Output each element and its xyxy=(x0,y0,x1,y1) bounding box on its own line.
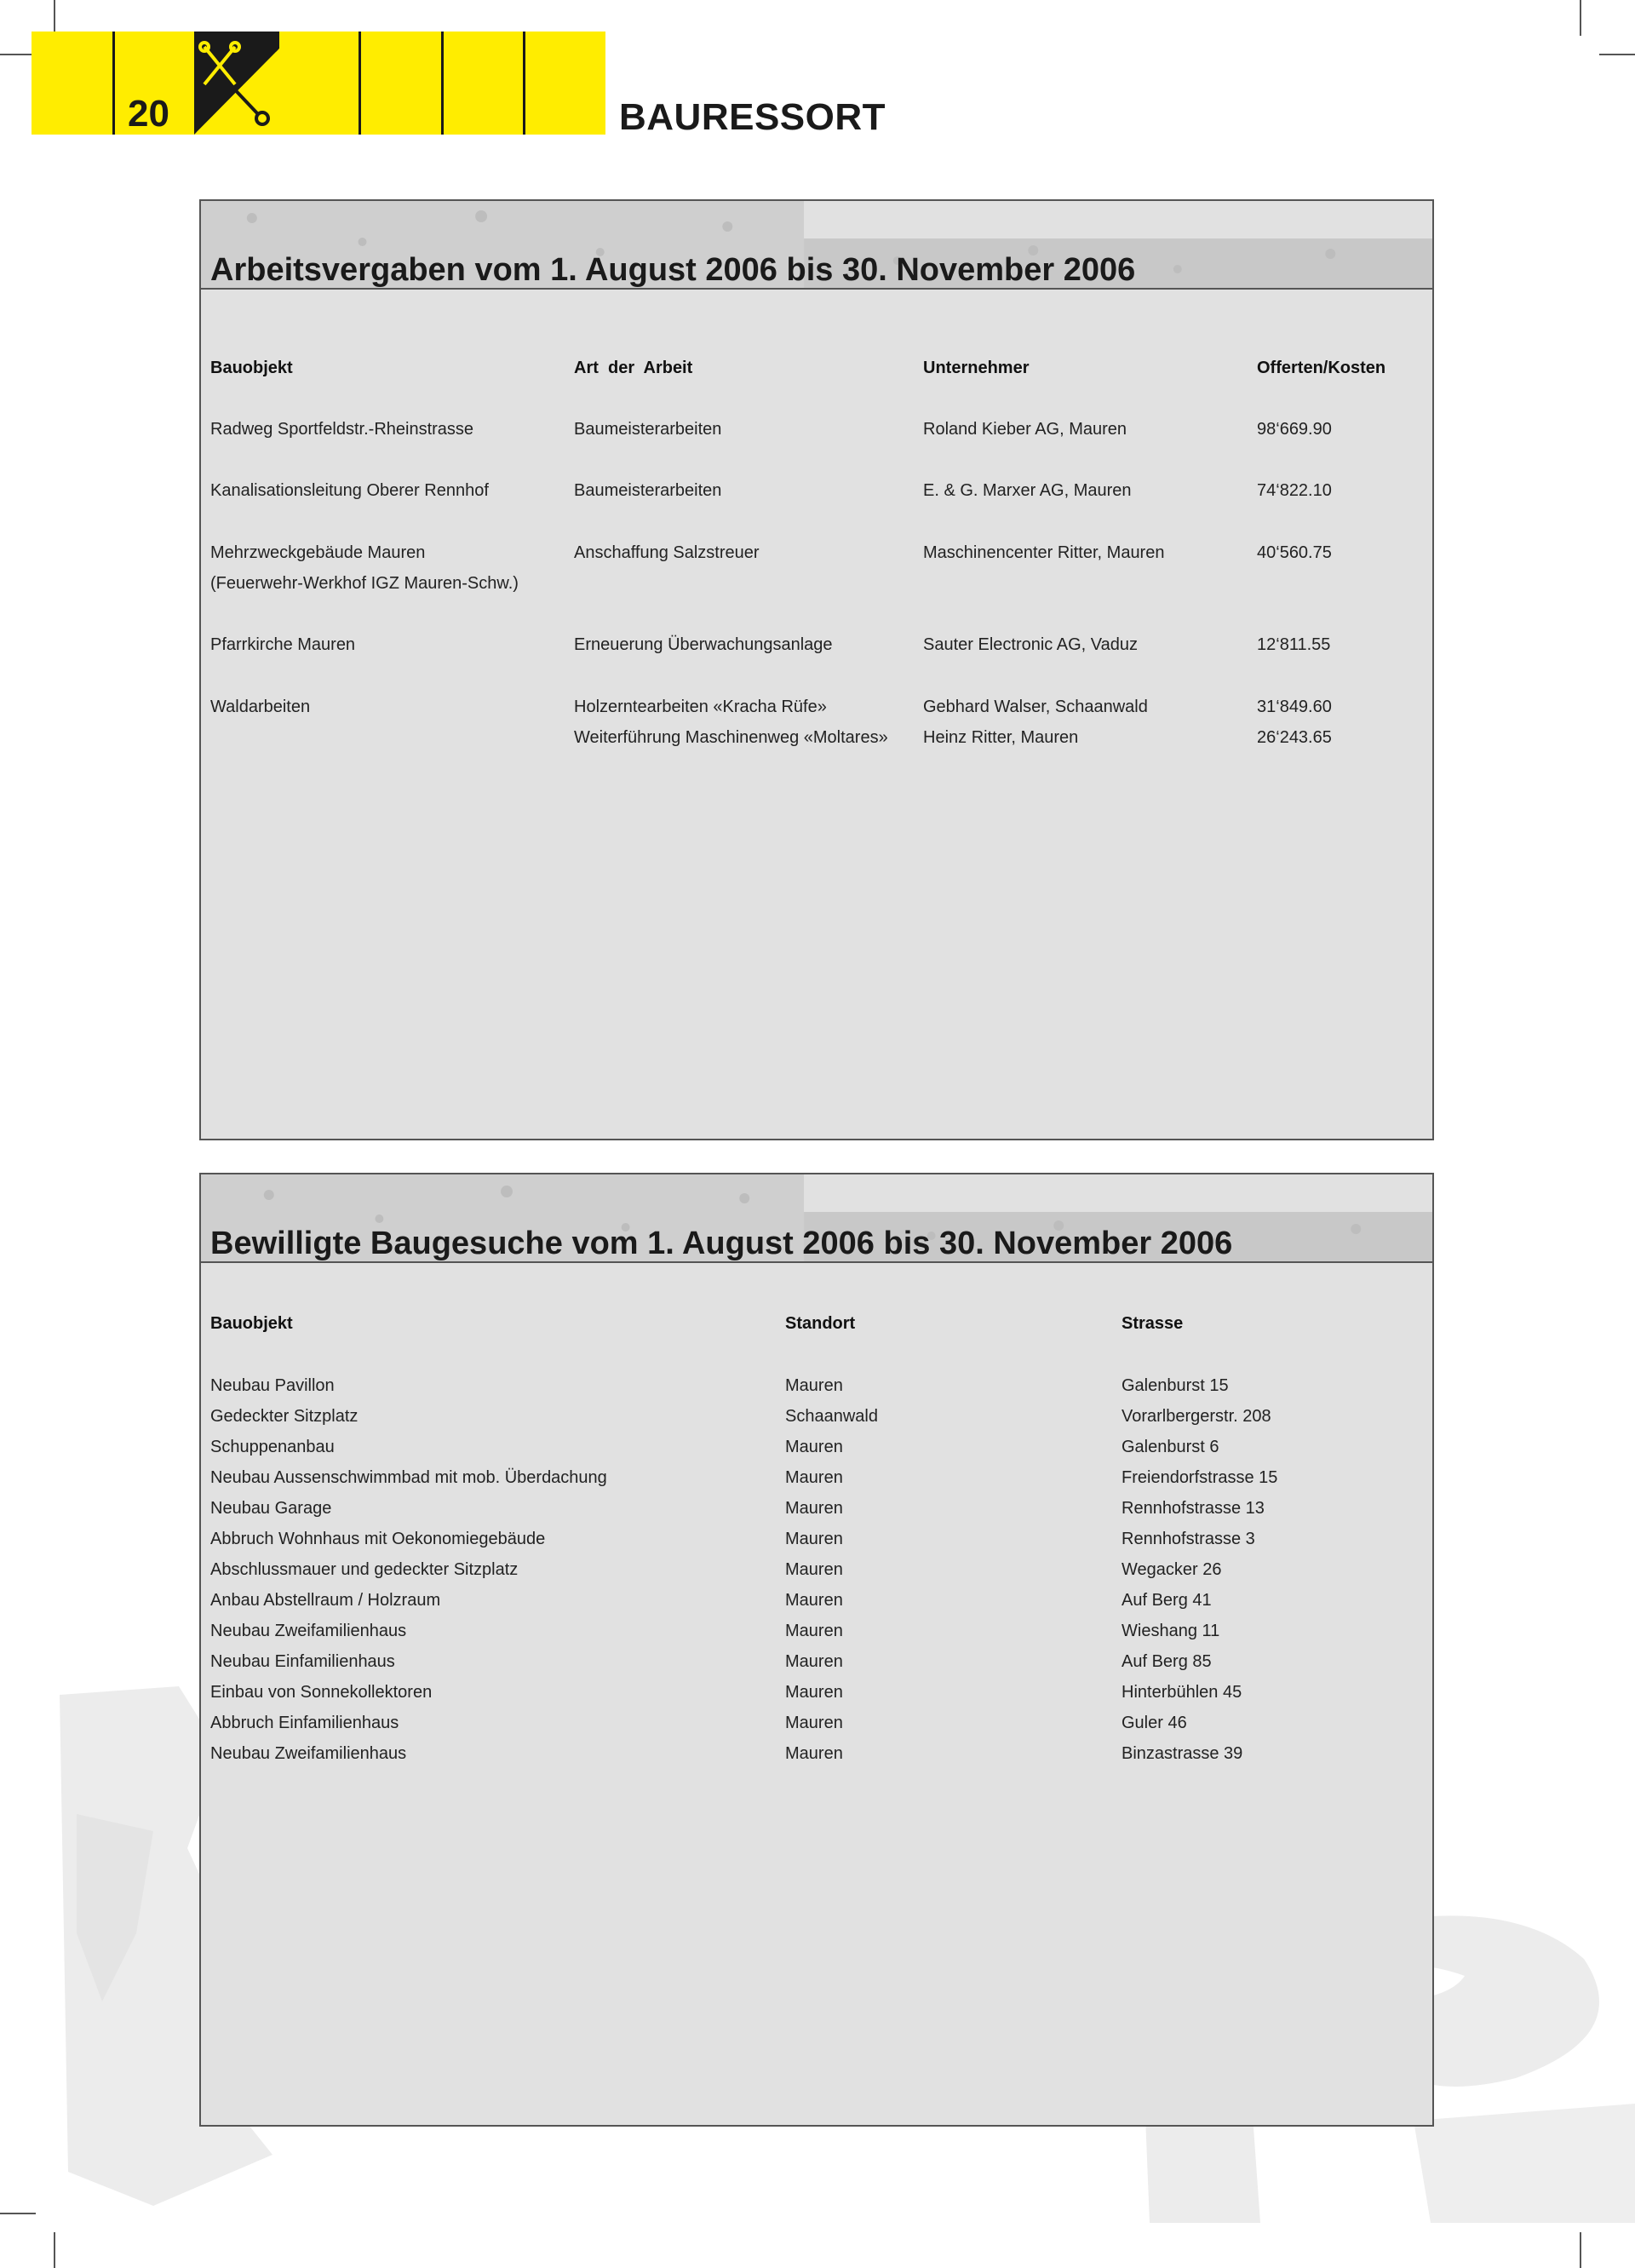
column-header-art-der-arbeit: Art der Arbeit xyxy=(574,359,693,377)
table-cell: 26‘243.65 xyxy=(1257,728,1332,747)
header-divider xyxy=(523,32,525,135)
crop-mark xyxy=(0,54,36,55)
table-cell: Gebhard Walser, Schaanwald xyxy=(923,698,1148,716)
table-cell: Roland Kieber AG, Mauren xyxy=(923,420,1127,439)
table-cell: Binzastrasse 39 xyxy=(1122,1744,1243,1763)
table-cell: Mauren xyxy=(785,1652,843,1671)
column-header-bauobjekt: Bauobjekt xyxy=(210,1314,293,1333)
table-cell: 12‘811.55 xyxy=(1257,635,1331,654)
column-header-offerten-kosten: Offerten/Kosten xyxy=(1257,359,1386,377)
table-cell: Heinz Ritter, Mauren xyxy=(923,728,1079,747)
table-cell: Abbruch Einfamilienhaus xyxy=(210,1714,399,1732)
table-cell: Mauren xyxy=(785,1468,843,1487)
table-cell: Rennhofstrasse 13 xyxy=(1122,1499,1265,1518)
table-cell: Erneuerung Überwachungsanlage xyxy=(574,635,833,654)
table-cell: Mauren xyxy=(785,1438,843,1456)
table-cell: Mauren xyxy=(785,1499,843,1518)
header-divider xyxy=(359,32,361,135)
column-header-unternehmer: Unternehmer xyxy=(923,359,1030,377)
table-cell: Hinterbühlen 45 xyxy=(1122,1683,1242,1702)
header-divider xyxy=(112,32,115,135)
table-cell: Gedeckter Sitzplatz xyxy=(210,1407,359,1426)
table-cell: Mauren xyxy=(785,1714,843,1732)
table-cell: Baumeisterarbeiten xyxy=(574,481,722,500)
table-cell: Mauren xyxy=(785,1560,843,1579)
table-cell: Abschlussmauer und gedeckter Sitzplatz xyxy=(210,1560,519,1579)
header-color-bar xyxy=(32,32,605,135)
table-cell: Rennhofstrasse 3 xyxy=(1122,1530,1255,1548)
table-cell: Holzerntearbeiten «Kracha Rüfe» xyxy=(574,698,827,716)
panel-title: Arbeitsvergaben vom 1. August 2006 bis 30. November 2006 xyxy=(210,252,1136,288)
panel-title: Bewilligte Baugesuche vom 1. August 2006 bis 30. November 2006 xyxy=(210,1226,1233,1261)
table-cell: Mehrzweckgebäude Mauren xyxy=(210,543,426,562)
panel-header xyxy=(201,1174,1432,1263)
table-cell: Neubau Garage xyxy=(210,1499,332,1518)
crop-mark xyxy=(54,0,55,36)
table-cell: Neubau Zweifamilienhaus xyxy=(210,1622,407,1640)
table-cell: Freiendorfstrasse 15 xyxy=(1122,1468,1278,1487)
table-cell: Abbruch Wohnhaus mit Oekonomiegebäude xyxy=(210,1530,546,1548)
table-cell: Auf Berg 85 xyxy=(1122,1652,1212,1671)
table-cell: Kanalisationsleitung Oberer Rennhof xyxy=(210,481,489,500)
table-cell: Einbau von Sonnekollektoren xyxy=(210,1683,433,1702)
table-cell: Radweg Sportfeldstr.-Rheinstrasse xyxy=(210,420,474,439)
panel-header xyxy=(201,201,1432,290)
table-cell: Anschaffung Salzstreuer xyxy=(574,543,760,562)
table-cell: Mauren xyxy=(785,1622,843,1640)
crop-mark xyxy=(1599,54,1635,55)
table-cell: Mauren xyxy=(785,1376,843,1395)
table-cell: 40‘560.75 xyxy=(1257,543,1332,562)
column-header-strasse: Strasse xyxy=(1122,1314,1184,1333)
table-cell: Pfarrkirche Mauren xyxy=(210,635,356,654)
crop-mark xyxy=(1580,2232,1581,2268)
table-cell: Waldarbeiten xyxy=(210,698,311,716)
table-cell: 98‘669.90 xyxy=(1257,420,1332,439)
table-cell: Neubau Pavillon xyxy=(210,1376,335,1395)
table-cell: Sauter Electronic AG, Vaduz xyxy=(923,635,1138,654)
table-cell: Mauren xyxy=(785,1744,843,1763)
table-cell: 74‘822.10 xyxy=(1257,481,1332,500)
crop-mark xyxy=(54,2232,55,2268)
table-cell: Auf Berg 41 xyxy=(1122,1591,1212,1610)
table-cell: Mauren xyxy=(785,1683,843,1702)
table-cell: Maschinencenter Ritter, Mauren xyxy=(923,543,1165,562)
table-cell: Guler 46 xyxy=(1122,1714,1187,1732)
column-header-bauobjekt: Bauobjekt xyxy=(210,359,293,377)
table-cell: 31‘849.60 xyxy=(1257,698,1332,716)
table-cell: E. & G. Marxer AG, Mauren xyxy=(923,481,1132,500)
table-cell: Baumeisterarbeiten xyxy=(574,420,722,439)
table-cell: Schaanwald xyxy=(785,1407,878,1426)
table-cell: Mauren xyxy=(785,1530,843,1548)
table-cell: Mauren xyxy=(785,1591,843,1610)
table-cell: Anbau Abstellraum / Holzraum xyxy=(210,1591,441,1610)
table-cell: Neubau Zweifamilienhaus xyxy=(210,1744,407,1763)
arbeitsvergaben-panel xyxy=(199,199,1434,1140)
section-title: BAURESSORT xyxy=(619,96,886,138)
coat-of-arms-icon xyxy=(194,32,279,135)
table-cell: Wegacker 26 xyxy=(1122,1560,1222,1579)
table-cell: Schuppenanbau xyxy=(210,1438,335,1456)
table-cell: Galenburst 6 xyxy=(1122,1438,1219,1456)
table-cell: Neubau Aussenschwimmbad mit mob. Überdachung xyxy=(210,1468,607,1487)
table-cell: Vorarlbergerstr. 208 xyxy=(1122,1407,1271,1426)
page-number: 20 xyxy=(128,93,169,135)
baugesuche-panel xyxy=(199,1173,1434,2127)
header-divider xyxy=(441,32,444,135)
column-header-standort: Standort xyxy=(785,1314,856,1333)
table-cell: Weiterführung Maschinenweg «Moltares» xyxy=(574,728,888,747)
table-cell: Wieshang 11 xyxy=(1122,1622,1220,1640)
table-cell: (Feuerwehr-Werkhof IGZ Mauren-Schw.) xyxy=(210,574,519,593)
crop-mark xyxy=(1580,0,1581,36)
crop-mark xyxy=(0,2213,36,2214)
table-cell: Galenburst 15 xyxy=(1122,1376,1229,1395)
table-cell: Neubau Einfamilienhaus xyxy=(210,1652,395,1671)
